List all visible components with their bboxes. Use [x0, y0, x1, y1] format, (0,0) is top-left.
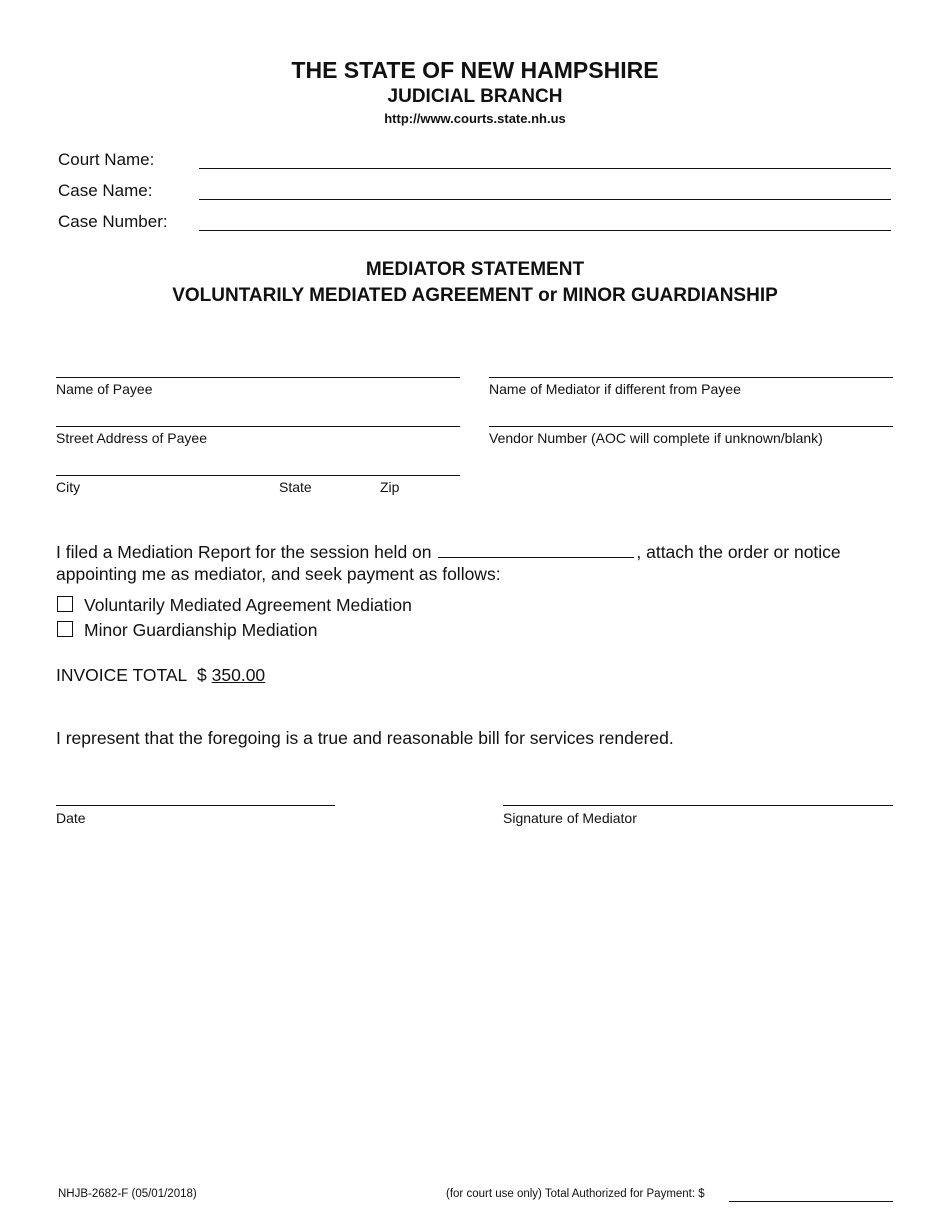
minor-guardianship-checkbox[interactable] — [57, 621, 73, 637]
header-state: THE STATE OF NEW HAMPSHIRE — [291, 57, 659, 83]
header-branch: JUDICIAL BRANCH — [387, 86, 563, 107]
invoice-amount[interactable]: 350.00 — [211, 665, 266, 685]
statement-text-part1: I filed a Mediation Report for the session held on — [56, 542, 432, 562]
statement-text-part2: , attach the order or notice — [636, 542, 841, 562]
form-id: NHJB-2682-F (05/01/2018) — [58, 1188, 197, 1200]
invoice-currency: $ — [197, 665, 207, 685]
session-date-field[interactable] — [438, 539, 634, 558]
street-address-field[interactable] — [56, 426, 460, 427]
invoice-total-row — [56, 665, 265, 686]
court-use-label: (for court use only) Total Authorized for Payment: $ — [446, 1188, 705, 1200]
voluntary-mediation-checkbox[interactable] — [57, 596, 73, 612]
statement-line-1 — [56, 539, 841, 563]
voluntary-mediation-label: Voluntarily Mediated Agreement Mediation — [84, 595, 412, 615]
mediator-name-label: Name of Mediator if different from Payee — [489, 381, 741, 397]
case-number-label: Case Number: — [58, 212, 168, 231]
date-field[interactable] — [56, 805, 335, 806]
city-label: City — [56, 479, 81, 495]
payee-name-label: Name of Payee — [56, 381, 153, 397]
court-name-label: Court Name: — [58, 150, 155, 169]
state-label: State — [279, 479, 312, 495]
form-subtitle: VOLUNTARILY MEDIATED AGREEMENT or MINOR GUARDIANSHIP — [172, 285, 778, 306]
attestation-text: I represent that the foregoing is a true and reasonable bill for services rendered. — [56, 728, 674, 748]
statement-line-2: appointing me as mediator, and seek payment as follows: — [56, 564, 501, 584]
street-address-label: Street Address of Payee — [56, 430, 207, 446]
case-name-label: Case Name: — [58, 181, 153, 200]
invoice-total-label: INVOICE TOTAL — [56, 665, 188, 685]
payee-name-field[interactable] — [56, 377, 460, 378]
mediator-name-field[interactable] — [489, 377, 893, 378]
signature-field[interactable] — [503, 805, 893, 806]
minor-guardianship-label: Minor Guardianship Mediation — [84, 620, 318, 640]
city-state-zip-field[interactable] — [56, 475, 460, 476]
vendor-number-label: Vendor Number (AOC will complete if unknown/blank) — [489, 430, 823, 446]
court-use-amount-field[interactable] — [729, 1201, 893, 1202]
vendor-number-field[interactable] — [489, 426, 893, 427]
header-url[interactable]: http://www.courts.state.nh.us — [384, 111, 566, 126]
signature-label: Signature of Mediator — [503, 810, 637, 826]
date-label: Date — [56, 810, 86, 826]
case-name-field[interactable] — [199, 199, 891, 200]
form-title: MEDIATOR STATEMENT — [365, 259, 585, 280]
court-name-field[interactable] — [199, 168, 891, 169]
zip-label: Zip — [380, 479, 400, 495]
case-number-field[interactable] — [199, 230, 891, 231]
